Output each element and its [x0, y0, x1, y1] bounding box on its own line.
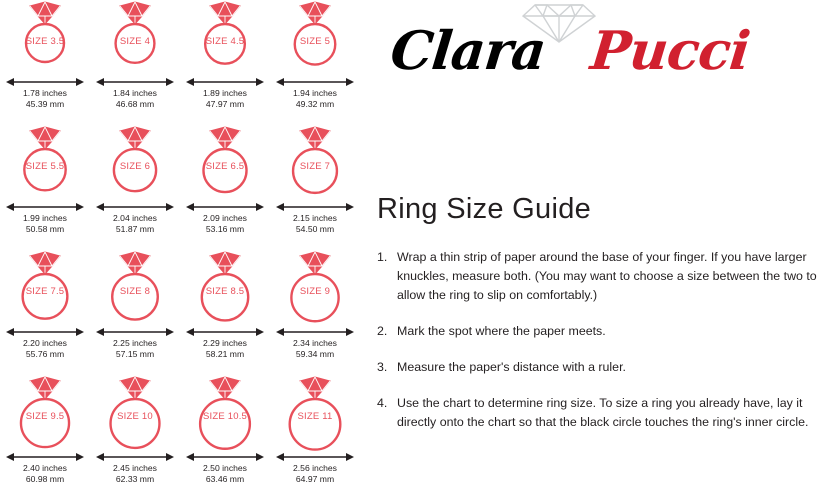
- ring-diameter-inches: 2.15 inches: [293, 213, 337, 223]
- diameter-arrow-icon: [96, 74, 174, 84]
- ring-measurements: [90, 88, 180, 110]
- guide-step-number: 2.: [377, 324, 388, 338]
- ring-diameter-mm: 49.32 mm: [295, 99, 335, 109]
- ring-size-label: SIZE 5: [299, 36, 331, 47]
- ring-size-label: SIZE 6.5: [205, 161, 245, 172]
- ring-measurements: [180, 463, 270, 485]
- ring-diameter-inches: 2.25 inches: [113, 338, 157, 348]
- ring-diameter-inches: 2.04 inches: [113, 213, 157, 223]
- guide-step-number: 4.: [377, 396, 388, 410]
- ring-diameter-mm: 62.33 mm: [115, 474, 155, 484]
- guide-step-text: Measure the paper's distance with a ruler.: [397, 360, 626, 374]
- ring-measurements: [180, 213, 270, 235]
- ring-measurements: [270, 213, 360, 235]
- diameter-arrow-icon: [6, 74, 84, 84]
- ring-measurements: [0, 213, 90, 235]
- ring-diameter-inches: 1.78 inches: [23, 88, 67, 98]
- ring-diameter-inches: 2.45 inches: [113, 463, 157, 473]
- ring-measurements: [90, 213, 180, 235]
- ring-diameter-mm: 54.50 mm: [295, 224, 335, 234]
- ring-size-label: SIZE 4: [119, 36, 151, 47]
- diameter-arrow-icon: [96, 324, 174, 334]
- ring-size-label: SIZE 8.5: [205, 286, 245, 297]
- diameter-arrow-icon: [186, 74, 264, 84]
- ring-diameter-mm: 50.58 mm: [25, 224, 65, 234]
- ring-diameter-inches: 2.40 inches: [23, 463, 67, 473]
- ring-size-cell: [270, 125, 360, 250]
- diameter-arrow-icon: [186, 199, 264, 209]
- page-title: Ring Size Guide: [377, 193, 592, 225]
- diameter-arrow-icon: [276, 74, 354, 84]
- brand-word-pucci: Pucci: [587, 20, 753, 82]
- ring-size-cell: [270, 250, 360, 375]
- ring-size-label: SIZE 9: [299, 286, 331, 297]
- ring-diameter-inches: 1.89 inches: [203, 88, 247, 98]
- guide-step: [377, 248, 825, 305]
- guide-step-text: Mark the spot where the paper meets.: [397, 324, 606, 338]
- ring-measurements: [0, 88, 90, 110]
- ring-diameter-inches: 2.20 inches: [23, 338, 67, 348]
- ring-diameter-mm: 47.97 mm: [205, 99, 245, 109]
- ring-size-cell: [180, 375, 270, 500]
- diameter-arrow-icon: [186, 324, 264, 334]
- ring-size-cell: [90, 250, 180, 375]
- ring-measurements: [270, 338, 360, 360]
- guide-step: [377, 394, 825, 432]
- ring-size-cell: [180, 250, 270, 375]
- ring-size-cell: [180, 0, 270, 125]
- brand-logo: [373, 2, 828, 94]
- ring-size-cell: [90, 0, 180, 125]
- ring-diameter-mm: 60.98 mm: [25, 474, 65, 484]
- ring-diameter-inches: 2.34 inches: [293, 338, 337, 348]
- ring-size-label: SIZE 7.5: [25, 286, 65, 297]
- diameter-arrow-icon: [96, 449, 174, 459]
- ring-diameter-inches: 2.56 inches: [293, 463, 337, 473]
- ring-measurements: [90, 338, 180, 360]
- ring-diameter-inches: 2.50 inches: [203, 463, 247, 473]
- ring-diameter-mm: 45.39 mm: [25, 99, 65, 109]
- ring-size-cell: [90, 125, 180, 250]
- diameter-arrow-icon: [276, 199, 354, 209]
- ring-size-label: SIZE 10.5: [202, 411, 248, 422]
- diameter-arrow-icon: [6, 449, 84, 459]
- ring-size-cell: [0, 375, 90, 500]
- ring-diameter-mm: 46.68 mm: [115, 99, 155, 109]
- ring-diameter-inches: 1.99 inches: [23, 213, 67, 223]
- ring-diameter-mm: 55.76 mm: [25, 349, 65, 359]
- ring-size-label: SIZE 6: [119, 161, 151, 172]
- guide-panel: [377, 193, 825, 449]
- ring-measurements: [180, 88, 270, 110]
- ring-size-label: SIZE 7: [299, 161, 331, 172]
- ring-diameter-mm: 53.16 mm: [205, 224, 245, 234]
- ring-diameter-mm: 58.21 mm: [205, 349, 245, 359]
- guide-step: [377, 322, 825, 341]
- ring-diameter-inches: 1.94 inches: [293, 88, 337, 98]
- ring-diameter-mm: 57.15 mm: [115, 349, 155, 359]
- ring-measurements: [270, 88, 360, 110]
- ring-size-chart: [0, 0, 360, 501]
- ring-size-label: SIZE 11: [297, 411, 333, 422]
- ring-diameter-inches: 1.84 inches: [113, 88, 157, 98]
- ring-diameter-mm: 59.34 mm: [295, 349, 335, 359]
- ring-measurements: [180, 338, 270, 360]
- ring-diameter-mm: 51.87 mm: [115, 224, 155, 234]
- diameter-arrow-icon: [96, 199, 174, 209]
- diameter-arrow-icon: [276, 449, 354, 459]
- ring-measurements: [270, 463, 360, 485]
- ring-diameter-inches: 2.29 inches: [203, 338, 247, 348]
- ring-size-label: SIZE 10: [117, 411, 153, 422]
- diameter-arrow-icon: [6, 199, 84, 209]
- ring-diameter-mm: 64.97 mm: [295, 474, 335, 484]
- ring-measurements: [90, 463, 180, 485]
- guide-step-number: 3.: [377, 360, 388, 374]
- ring-size-cell: [180, 125, 270, 250]
- brand-word-clara: Clara: [387, 20, 549, 82]
- ring-size-cell: [0, 0, 90, 125]
- ring-size-label: SIZE 8: [119, 286, 151, 297]
- guide-step: [377, 358, 825, 377]
- ring-size-cell: [90, 375, 180, 500]
- ring-size-cell: [270, 0, 360, 125]
- guide-step-number: 1.: [377, 250, 388, 264]
- ring-size-label: SIZE 5.5: [25, 161, 65, 172]
- ring-diameter-inches: 2.09 inches: [203, 213, 247, 223]
- ring-size-cell: [0, 250, 90, 375]
- diameter-arrow-icon: [186, 449, 264, 459]
- guide-steps-list: [377, 248, 825, 432]
- ring-size-label: SIZE 9.5: [25, 411, 65, 422]
- ring-size-cell: [270, 375, 360, 500]
- ring-measurements: [0, 338, 90, 360]
- diameter-arrow-icon: [6, 324, 84, 334]
- ring-size-label: SIZE 4.5: [205, 36, 245, 47]
- ring-size-cell: [0, 125, 90, 250]
- ring-measurements: [0, 463, 90, 485]
- diameter-arrow-icon: [276, 324, 354, 334]
- ring-size-label: SIZE 3.5: [25, 36, 65, 47]
- guide-step-text: Use the chart to determine ring size. To size a ring you already have, lay it directly onto the chart so that the black circle touches the ring's inner circle.: [397, 396, 809, 429]
- guide-step-text: Wrap a thin strip of paper around the base of your finger. If you have larger knuckles, measure both. (You may want to choose a size between the two to allow the ring to slip on comfortably.): [397, 250, 817, 302]
- ring-diameter-mm: 63.46 mm: [205, 474, 245, 484]
